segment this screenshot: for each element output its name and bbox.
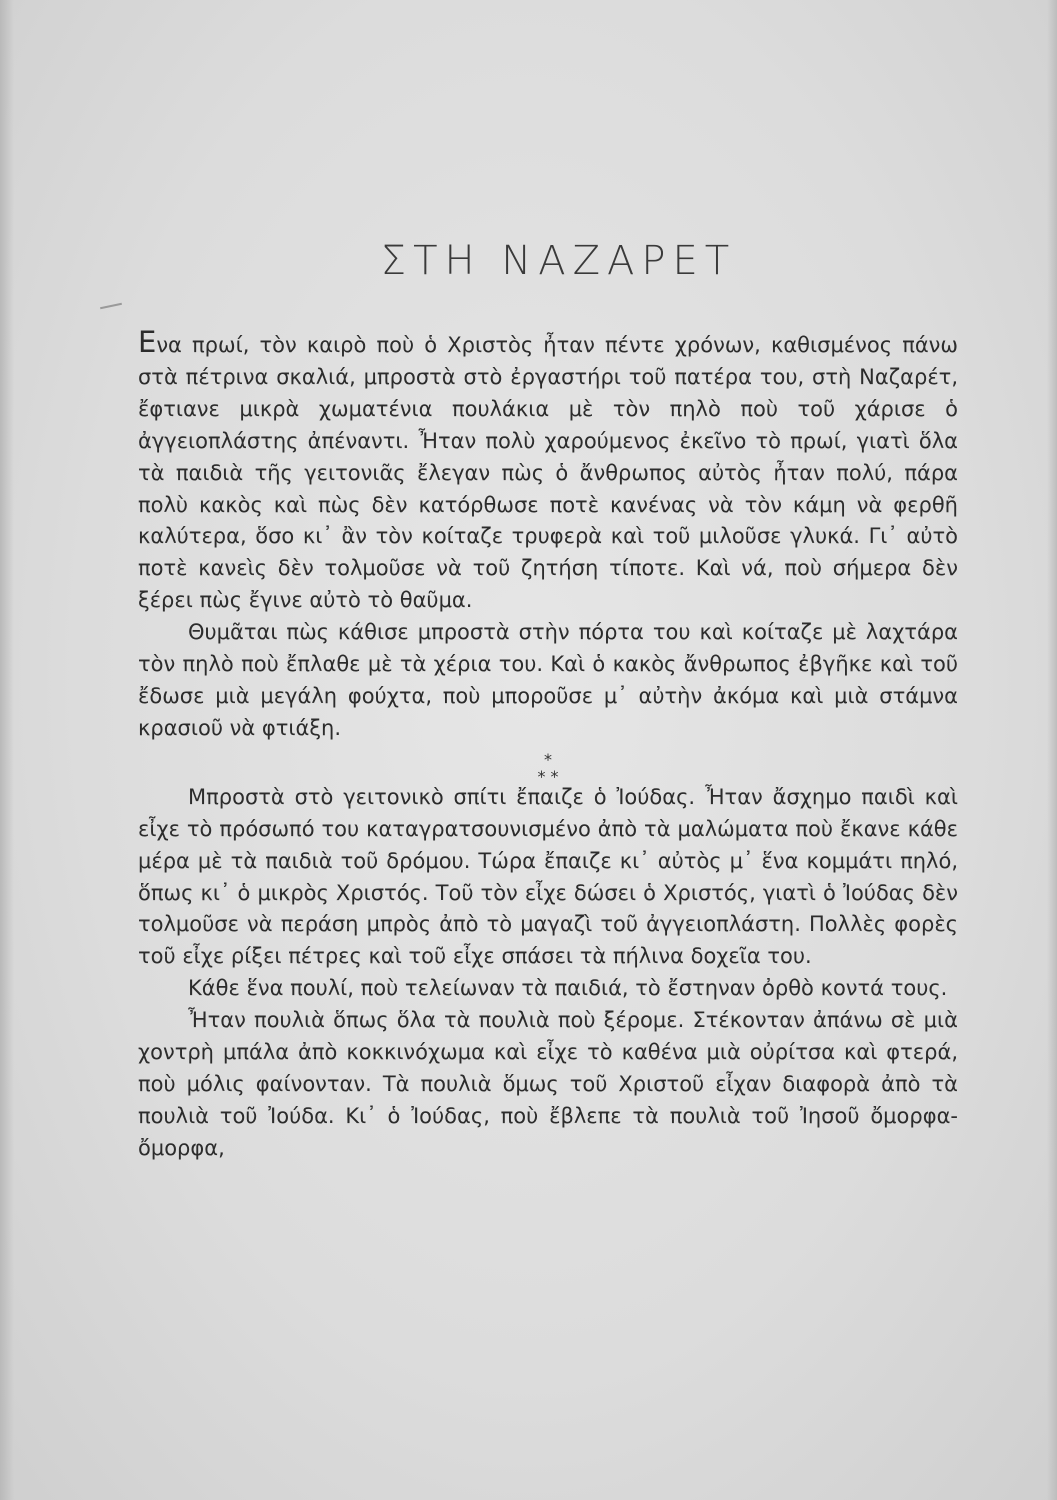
drop-cap: Ε [138, 325, 157, 359]
body-text [138, 325, 958, 1165]
paragraph-3: Μπροστὰ στὸ γειτονικὸ σπίτι ἔπαιζε ὁ Ἰούδας. Ἦταν ἄσχημο παιδὶ καὶ εἶχε τὸ πρόσωπό του καταγρατσουνισμένο ἀπὸ τὰ μαλώματα ποὺ ἔκανε κάθε μέρα μὲ τὰ παιδιὰ τοῦ δρόμου. Τώρα ἔπαιζε κι᾿ αὐτὸς μ᾿ ἕνα κομμάτι πηλό, ὅπως κι᾿ ὁ μικρὸς Χριστός. Τοῦ τὸν εἶχε δώσει ὁ Χριστός, γιατὶ ὁ Ἰούδας δὲν τολμοῦσε νὰ περάση μπρὸς ἀπὸ τὸ μαγαζὶ τοῦ ἀγγειοπλάστη. Πολλὲς φορὲς τοῦ εἶχε ρίξει πέτρες καὶ τοῦ εἶχε σπάσει τὰ πήλινα δοχεῖα του. [138, 784, 958, 969]
paragraph-1-text: να πρωί, τὸν καιρὸ ποὺ ὁ Χριστὸς ἦταν πέντε χρόνων, καθισμένος πάνω στὰ πέτρινα σκαλιά, μπροστὰ στὸ ἐργαστήρι τοῦ πατέρα του, στὴ Ναζαρέτ, ἔφτιανε μικρὰ χωματένια πουλάκια μὲ τὸν πηλὸ ποὺ τοῦ χάρισε ὁ ἀγγειοπλάστης ἀπέναντι. Ἦταν πολὺ χαρούμενος ἐκεῖνο τὸ πρωί, γιατὶ ὅλα τὰ παιδιὰ τῆς γειτονιᾶς ἔλεγαν πὼς ὁ ἄνθρωπος αὐτὸς ἦταν πολύ, πάρα πολὺ κακὸς καὶ πὼς δὲν κατόρθωσε ποτὲ κανένας νὰ τὸν κάμη νὰ φερθῆ καλύτερα, ὅσο κι᾿ ἂν τὸν κοίταζε τρυφερὰ καὶ τοῦ μιλοῦσε γλυκά. Γι᾿ αὐτὸ ποτὲ κανεὶς δὲν τολμοῦσε νὰ τοῦ ζητήση τίποτε. Καὶ νά, ποὺ σήμερα δὲν ξέρει πὼς ἔγινε αὐτὸ τὸ θαῦμα. [138, 333, 958, 613]
pencil-mark [100, 303, 122, 310]
paragraph-5: Ἦταν πουλιὰ ὅπως ὅλα τὰ πουλιὰ ποὺ ξέρομε. Στέκονταν ἀπάνω σὲ μιὰ χοντρὴ μπάλα ἀπὸ κοκκινόχωμα καὶ εἶχε τὸ καθένα μιὰ οὐρίτσα καὶ φτερά, ποὺ μόλις φαίνονταν. Τὰ πουλιὰ ὅμως τοῦ Χριστοῦ εἶχαν διαφορὰ ἀπὸ τὰ πουλιὰ τοῦ Ἰούδα. Κι᾿ ὁ Ἰούδας, ποὺ ἔβλεπε τὰ πουλιὰ τοῦ Ἰησοῦ ὄμορφα-ὄμορφα, [138, 1008, 958, 1160]
separator-top: * [544, 749, 552, 769]
section-separator [138, 745, 958, 786]
page-right-edge-shadow [1047, 0, 1057, 1500]
separator-bottom: * * [537, 766, 559, 786]
paragraph-2: Θυμᾶται πὼς κάθισε μπροστὰ στὴν πόρτα του καὶ κοίταζε μὲ λαχτάρα τὸν πηλὸ ποὺ ἔπλαθε μὲ τὰ χέρια του. Καὶ ὁ κακὸς ἄνθρωπος ἐβγῆκε καὶ τοῦ ἔδωσε μιὰ μεγάλη φούχτα, ποὺ μποροῦσε μ᾿ αὐτὴν ἀκόμα καὶ μιὰ στάμνα κρασιοῦ νὰ φτιάξη. [138, 620, 958, 740]
chapter-title: ΣΤΗ ΝΑΖΑΡΕΤ [380, 238, 737, 284]
paragraph-1 [138, 325, 958, 617]
page-left-edge-shadow [0, 0, 14, 1500]
paragraph-4: Κάθε ἕνα πουλί, ποὺ τελείωναν τὰ παιδιά, τὸ ἔστηναν ὀρθὸ κοντά τους. [188, 976, 948, 1001]
